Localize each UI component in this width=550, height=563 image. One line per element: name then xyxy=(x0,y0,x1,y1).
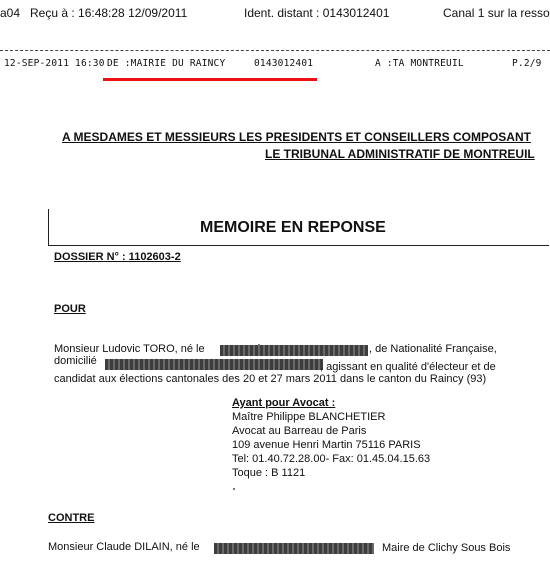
pour-line-1a: Monsieur Ludovic TORO, né le xyxy=(54,343,205,355)
lawyer-heading: Ayant pour Avocat : xyxy=(232,397,336,409)
fax-number: 0143012401 xyxy=(254,58,314,69)
address-line-2: LE TRIBUNAL ADMINISTRATIF DE MONTREUIL xyxy=(265,147,535,161)
pour-line-2b: , agissant en qualité d'électeur et de xyxy=(320,361,496,373)
contre-heading: CONTRE xyxy=(48,512,95,524)
contre-line-1a: Monsieur Claude DILAIN, né le xyxy=(48,541,200,553)
contre-line-1b: Maire de Clichy Sous Bois xyxy=(382,542,511,554)
fax-divider xyxy=(0,50,550,51)
fax-page: P.2/9 xyxy=(512,58,542,69)
scan-speck xyxy=(233,488,235,490)
fax-datetime: 12-SEP-2011 16:30 xyxy=(4,58,105,69)
lawyer-bar: Avocat au Barreau de Paris xyxy=(232,425,367,437)
lawyer-toque: Toque : B 1121 xyxy=(232,467,306,479)
pour-line-3: candidat aux élections cantonales des 20 et 27 mars 2011 dans le canton du Raincy (93) xyxy=(54,373,487,385)
redacted-birth-info-2 xyxy=(214,543,374,554)
lawyer-address: 109 avenue Henri Martin 75116 PARIS xyxy=(232,439,421,451)
pour-heading: POUR xyxy=(54,303,86,315)
lawyer-name: Maître Philippe BLANCHETIER xyxy=(232,411,386,423)
scan-speck xyxy=(258,344,260,346)
redacted-birth-info xyxy=(220,345,368,356)
fax-from: DE :MAIRIE DU RAINCY xyxy=(107,58,226,69)
pour-line-2a: domicilié xyxy=(54,355,97,367)
address-line-1: A MESDAMES ET MESSIEURS LES PRESIDENTS ET CONSEILLERS COMPOSANT xyxy=(62,130,531,144)
dossier-number: DOSSIER N° : 1102603-2 xyxy=(54,251,181,263)
fax-remote-id: Ident. distant : 0143012401 xyxy=(244,6,390,20)
pour-line-1b: , de Nationalité Française, xyxy=(369,343,497,355)
red-underline-mark xyxy=(103,78,317,81)
fax-channel: Canal 1 sur la resso xyxy=(443,6,550,20)
fax-station: a04 xyxy=(0,6,21,20)
lawyer-phone: Tel: 01.40.72.28.00- Fax: 01.45.04.15.63 xyxy=(232,453,431,465)
fax-received-time: Reçu à : 16:48:28 12/09/2011 xyxy=(30,6,188,20)
fax-to: A :TA MONTREUIL xyxy=(375,58,464,69)
document-title: MEMOIRE EN REPONSE xyxy=(200,219,386,236)
redacted-address xyxy=(105,359,323,370)
